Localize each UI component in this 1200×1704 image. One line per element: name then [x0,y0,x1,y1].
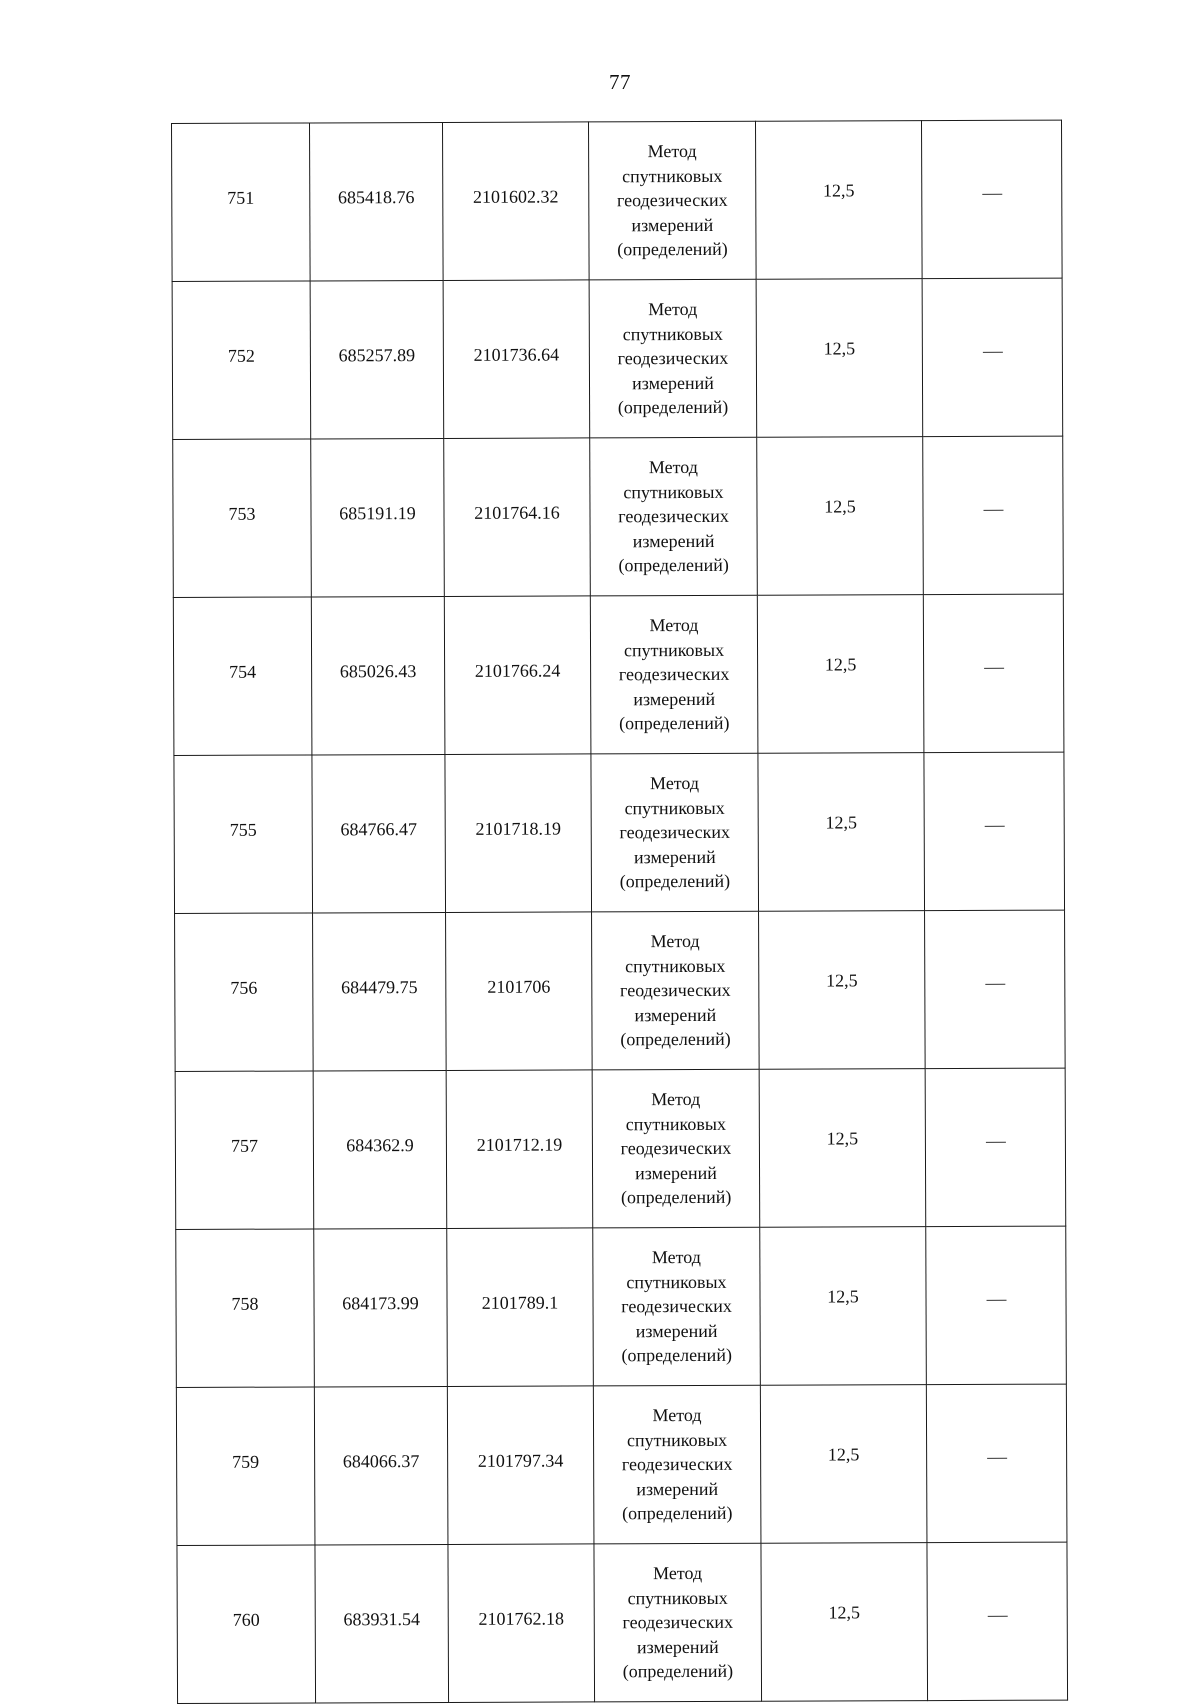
method-line: геодезических [617,348,729,369]
method-line: измерений [631,214,714,235]
accuracy-cell: 12,5 [755,121,922,280]
method-line: (определений) [620,1187,732,1208]
accuracy-cell: 12,5 [757,595,924,754]
method-line: Метод [647,141,697,162]
y-coordinate-cell: 2101762.18 [448,1544,595,1703]
note-cell [923,594,1064,753]
note-cell [926,1226,1067,1385]
y-coordinate-cell: 2101764.16 [444,438,591,597]
method-line: (определений) [621,1345,732,1366]
method-line: измерений [636,1478,719,1499]
dash-mark [982,194,1002,195]
accuracy-cell: 12,5 [757,437,924,596]
page-number: 77 [609,70,631,94]
method-line: геодезических [621,1454,733,1475]
point-number-cell: 751 [172,123,311,282]
method-line: Метод [651,1089,701,1110]
method-line: (определений) [617,239,728,260]
note-cell [925,1068,1066,1227]
method-line: (определений) [620,1029,731,1050]
point-number-cell: 754 [173,597,312,756]
method-line: спутниковых [626,1429,728,1451]
x-coordinate-cell: 685418.76 [310,122,444,281]
table-row [175,1068,1066,1229]
method-line: спутниковых [625,955,726,977]
method-cell [589,279,757,438]
note-cell [922,278,1063,437]
method-line: (определений) [617,397,729,418]
method-line: спутниковых [625,1113,726,1135]
method-line: (определений) [618,555,729,576]
method-line: измерений [634,1004,717,1025]
method-line: Метод [649,615,699,636]
method-line: измерений [635,1162,717,1183]
point-number-cell: 756 [175,913,314,1072]
table-row [175,910,1066,1071]
method-line: геодезических [619,980,731,1001]
dash-mark [984,826,1004,827]
dash-mark [983,510,1003,511]
dash-mark [986,1300,1006,1301]
coordinates-table [171,120,1068,1704]
method-line: Метод [649,773,700,794]
x-coordinate-cell: 685191.19 [311,438,445,597]
table-row [172,278,1063,439]
y-coordinate-cell: 2101766.24 [444,596,591,755]
method-line: измерений [633,846,716,867]
point-number-cell: 758 [176,1229,315,1388]
y-coordinate-cell: 2101797.34 [447,1386,594,1545]
method-line: измерений [633,688,716,709]
method-cell [588,121,756,280]
table-row [176,1384,1067,1545]
dash-mark [987,1616,1007,1617]
point-number-cell: 759 [176,1387,315,1546]
note-cell [921,120,1062,279]
accuracy-cell: 12,5 [760,1227,927,1386]
method-line: геодезических [616,190,728,211]
method-line: спутниковых [623,481,724,503]
y-coordinate-cell: 2101712.19 [446,1070,593,1229]
method-line: спутниковых [623,639,725,661]
method-line: Метод [651,1247,701,1268]
table-row [172,120,1063,281]
method-line: геодезических [618,506,729,527]
method-line: (определений) [622,1661,734,1682]
accuracy-cell: 12,5 [756,279,923,438]
method-line: геодезических [622,1612,734,1633]
x-coordinate-cell: 684173.99 [314,1228,448,1387]
method-line: спутниковых [627,1587,728,1609]
method-line: (определений) [619,713,730,734]
dash-mark [984,668,1004,669]
dash-mark [985,1142,1005,1143]
note-cell [926,1384,1067,1543]
point-number-cell: 753 [173,439,312,598]
y-coordinate-cell: 2101789.1 [447,1228,594,1387]
table-row [174,752,1065,913]
method-line: Метод [648,457,698,478]
table-row [176,1226,1067,1387]
method-cell [590,595,758,754]
point-number-cell: 755 [174,755,313,914]
y-coordinate-cell: 2101736.64 [443,280,590,439]
accuracy-cell: 12,5 [759,1069,926,1228]
method-line: спутниковых [624,797,725,819]
method-line: измерений [636,1636,719,1657]
method-line: Метод [653,1563,703,1584]
method-line: (определений) [622,1503,733,1524]
x-coordinate-cell: 684766.47 [312,754,446,913]
method-line: геодезических [621,1296,732,1317]
method-cell [591,753,759,912]
method-line: Метод [652,1405,702,1426]
x-coordinate-cell: 685026.43 [311,596,445,755]
method-cell [593,1227,761,1386]
table-row [173,594,1064,755]
accuracy-cell: 12,5 [760,1385,927,1544]
method-line: спутниковых [622,323,723,345]
dash-mark [985,984,1005,985]
x-coordinate-cell: 685257.89 [310,280,444,439]
accuracy-cell: 12,5 [758,753,925,912]
y-coordinate-cell: 2101718.19 [445,754,592,913]
note-cell [923,436,1064,595]
method-line: спутниковых [626,1271,727,1293]
method-line: Метод [648,299,698,320]
table-row [177,1542,1068,1703]
y-coordinate-cell: 2101602.32 [442,122,589,281]
method-cell [592,911,760,1070]
note-cell [924,752,1065,911]
x-coordinate-cell: 684479.75 [313,912,447,1071]
dash-mark [987,1458,1007,1459]
accuracy-cell: 12,5 [761,1543,928,1702]
method-cell [593,1385,761,1544]
method-cell [592,1069,760,1228]
method-line: геодезических [619,822,731,843]
method-line: спутниковых [622,165,723,187]
method-line: измерений [632,372,714,393]
coordinates-table-body [172,120,1068,1703]
x-coordinate-cell: 683931.54 [315,1544,449,1703]
method-cell [590,437,758,596]
x-coordinate-cell: 684362.9 [313,1070,447,1229]
note-cell [927,1542,1068,1701]
method-cell [594,1543,762,1702]
point-number-cell: 752 [172,281,311,440]
method-line: (определений) [619,871,731,892]
table-row [173,436,1064,597]
y-coordinate-cell: 2101706 [446,912,593,1071]
x-coordinate-cell: 684066.37 [314,1386,448,1545]
method-line: геодезических [618,664,730,685]
accuracy-cell: 12,5 [759,911,926,1070]
point-number-cell: 757 [175,1071,314,1230]
point-number-cell: 760 [177,1545,316,1704]
dash-mark [982,352,1002,353]
note-cell [925,910,1066,1069]
method-line: Метод [650,931,700,952]
method-line: измерений [635,1320,718,1341]
method-line: геодезических [620,1138,732,1159]
method-line: измерений [632,530,715,551]
